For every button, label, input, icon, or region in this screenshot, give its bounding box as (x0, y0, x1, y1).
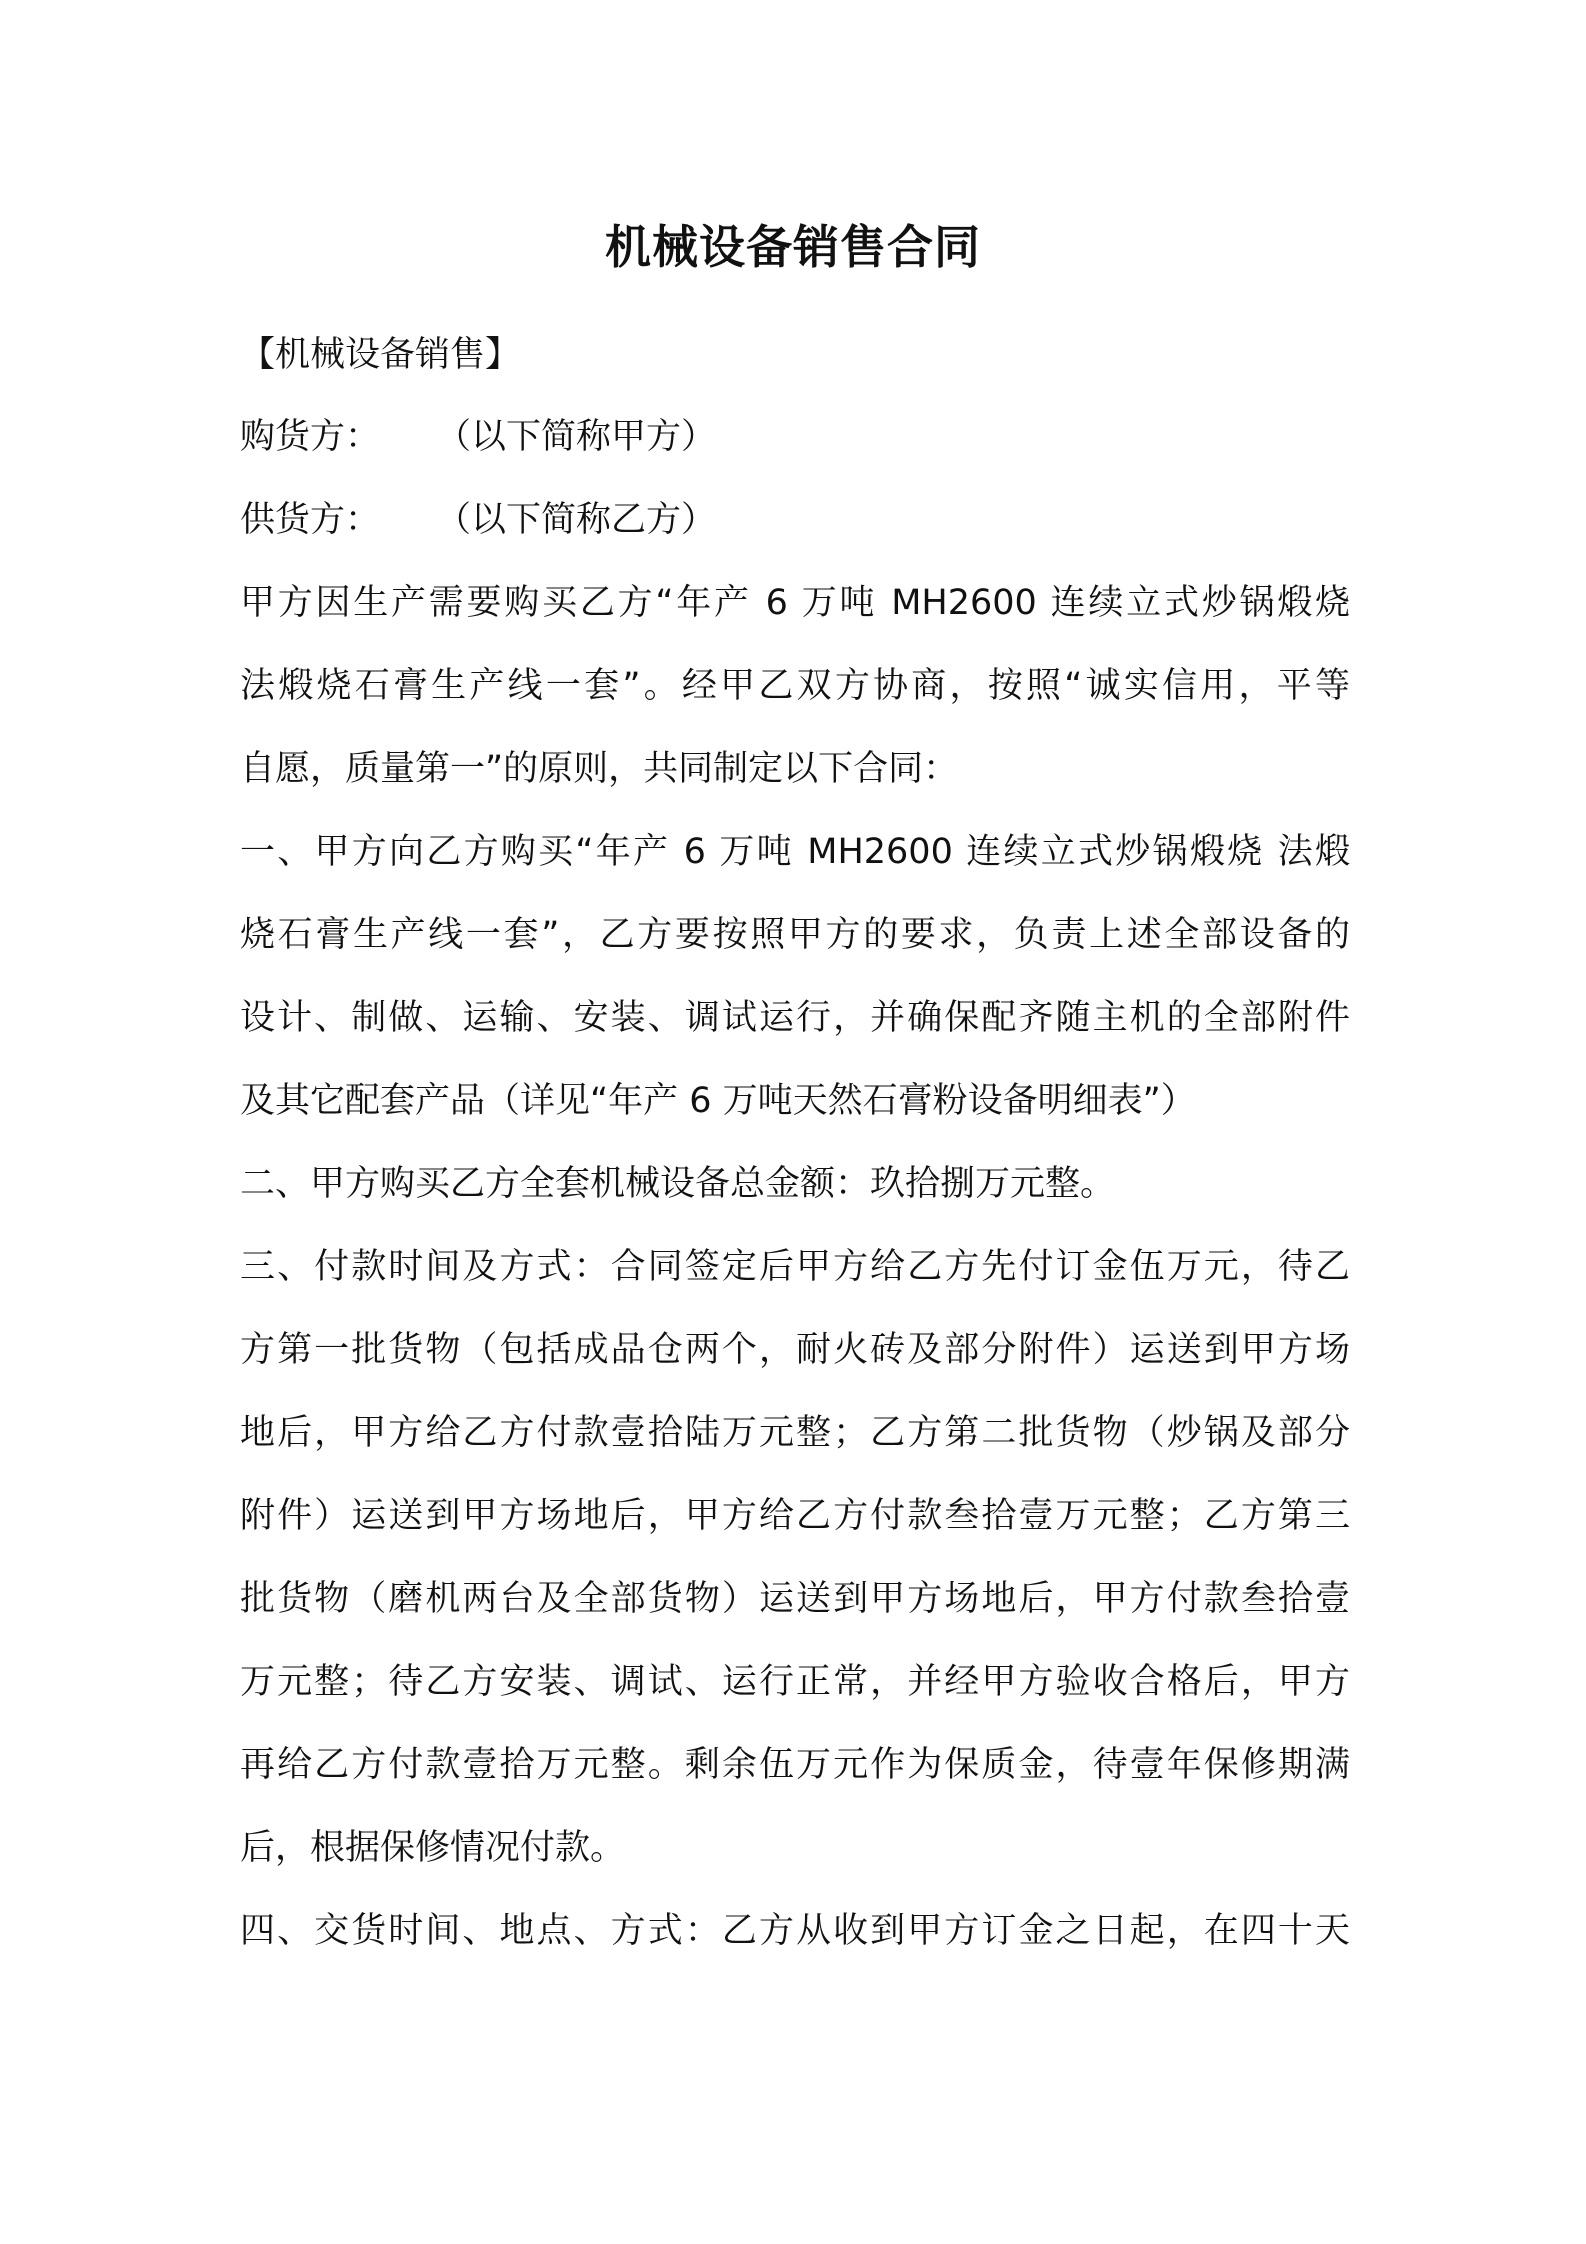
buyer-label: 购货方： (240, 417, 381, 457)
clause-1-line: 及其它配套产品（详见“年产 6 万吨天然石膏粉设备明细表”） (240, 1081, 1196, 1121)
clause-3-line: 批货物（磨机两台及全部货物）运送到甲方场地后，甲方付款叁拾壹 (240, 1579, 1350, 1619)
supplier-line (240, 495, 716, 545)
clause-3-line: 地后，甲方给乙方付款壹拾陆万元整；乙方第二批货物（炒锅及部分 (240, 1413, 1350, 1453)
clause-3-line: 三、付款时间及方式：合同签定后甲方给乙方先付订金伍万元，待乙 (240, 1247, 1350, 1287)
clause-3-line: 再给乙方付款壹拾万元整。剩余伍万元作为保质金，待壹年保修期满 (240, 1745, 1350, 1785)
clause-4-line: 四、交货时间、地点、方式：乙方从收到甲方订金之日起，在四十天 (240, 1911, 1350, 1951)
section-label: 【机械设备销售】 (240, 335, 521, 375)
clause-3-line: 附件）运送到甲方场地后，甲方给乙方付款叁拾壹万元整；乙方第三 (240, 1496, 1350, 1536)
buyer-line (240, 412, 716, 462)
supplier-note: （以下简称乙方） (436, 500, 717, 540)
paragraph-line: 法煅烧石膏生产线一套”。经甲乙双方协商，按照“诚实信用，平等 (240, 666, 1350, 706)
paragraph-line: 自愿，质量第一”的原则，共同制定以下合同： (240, 749, 959, 789)
clause-1-line: 一、甲方向乙方购买“年产 6 万吨 MH2600 连续立式炒锅煅烧 法煅 (240, 832, 1350, 872)
clause-2-line: 二、甲方购买乙方全套机械设备总金额：玖拾捌万元整。 (240, 1164, 1116, 1204)
document-title: 机械设备销售合同 (605, 220, 981, 274)
clause-3-line: 后，根据保修情况付款。 (240, 1828, 626, 1868)
buyer-note: （以下简称甲方） (436, 417, 717, 457)
supplier-label: 供货方： (240, 500, 381, 540)
clause-3-line: 方第一批货物（包括成品仓两个，耐火砖及部分附件）运送到甲方场 (240, 1330, 1350, 1370)
clause-1-line: 设计、制做、运输、安装、调试运行，并确保配齐随主机的全部附件 (240, 998, 1350, 1038)
clause-1-line: 烧石膏生产线一套”，乙方要按照甲方的要求，负责上述全部设备的 (240, 915, 1350, 955)
clause-3-line: 万元整；待乙方安装、调试、运行正常，并经甲方验收合格后，甲方 (240, 1662, 1350, 1702)
paragraph-line: 甲方因生产需要购买乙方“年产 6 万吨 MH2600 连续立式炒锅煅烧 (240, 583, 1350, 623)
